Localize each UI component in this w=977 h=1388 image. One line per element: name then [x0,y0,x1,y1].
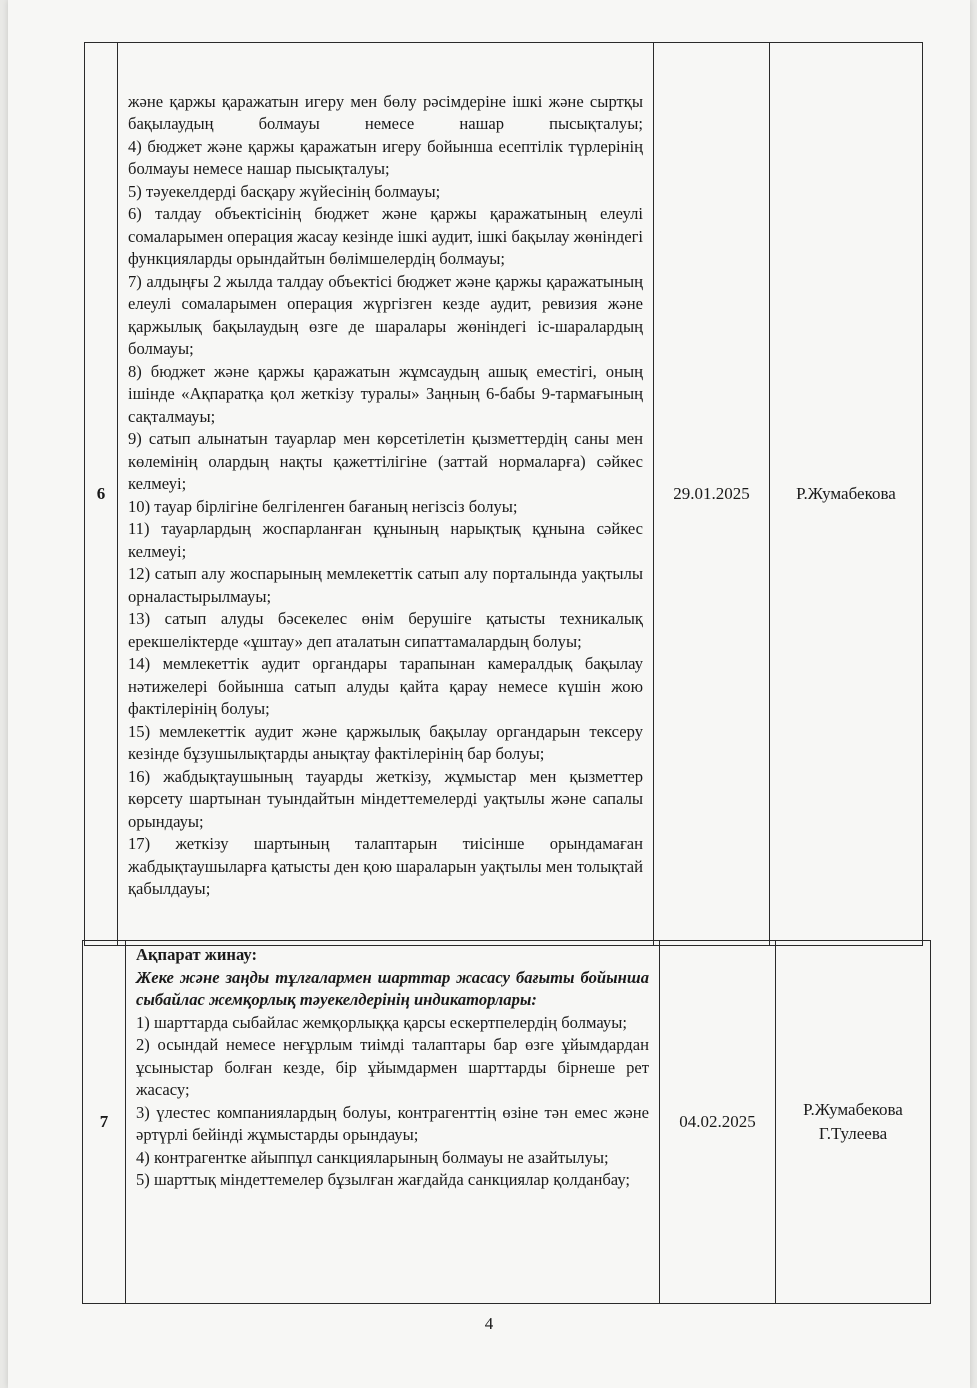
paragraph: 1) шарттарда сыбайлас жемқорлыққа қарсы ескертпелердің болмауы; [136,1012,627,1032]
paragraph: 7) алдыңғы 2 жылда талдау объектісі бюджет және қаржы қаражатының елеулі сомаларымен операция жүргізген кезде аудит, ревизия және қаржылық бақылаудың өзге де шаралары жөніндегі іс-шаралардың болмауы; [128,271,643,358]
row-number: 7 [83,941,126,1304]
paragraph: 2) осындай немесе неғұрлым тиімді талаптары бар өзге ұйымдардан ұсыныстар болған кезде, бір ұйымдармен шарттарды бірнеше рет жасасу; [136,1035,649,1099]
table-row [85,43,923,946]
paragraph: 3) үлестес компаниялардың болуы, контрагенттің өзіне тән емес және әртүрлі бейінді жұмыстарды орындауы; [136,1102,649,1144]
responsible-cell [770,43,923,946]
paragraph-list [126,941,659,1192]
responsible-person: Г.Тулеева [818,1124,888,1143]
description-cell [118,43,654,946]
description-cell [126,941,660,1304]
deadline-date: 29.01.2025 [654,43,770,946]
responsible-cell [776,941,931,1304]
page-number: 4 [484,1314,494,1333]
paragraph: 5) тәуекелдерді басқару жүйесінің болмауы; [128,181,441,201]
paragraph: 9) сатып алынатын тауарлар мен көрсетілетін қызметтердің саны мен көлемінің олардың нақты қажеттілігіне (заттай нормаларға) сәйкес келмеуі; [128,429,643,493]
paragraph: 12) сатып алу жоспарының мемлекеттік сатып алу порталында уақтылы орналастырылмауы; [128,564,643,606]
paragraph: 8) бюджет және қаржы қаражатын жұмсаудың ашық еместігі, оның ішінде «Ақпаратқа қол жеткізу туралы» Заңның 6-бабы 9-тармағының сақталмауы; [128,361,643,426]
document-page [8,0,970,1388]
paragraph: 4) контрагентке айыппұл санкцияларының болмауы не азайтылуы; [136,1147,609,1167]
paragraph: және қаржы қаражатын игеру мен бөлу рәсімдеріне ішкі және сыртқы бақылаудың болмауы немесе нашар пысықталуы; [128,91,643,133]
paragraph: 17) жеткізу шартының талаптарын тиісінше орындамаған жабдықтаушыларға қатысты ден қою шараларын уақтылы мен толықтай қабылдауы; [128,834,643,898]
responsible-person: Р.Жумабекова [803,1100,903,1119]
plan-table-row-6 [84,42,923,946]
section-heading: Ақпарат жинау: [136,945,258,964]
paragraph: 6) талдау объектісінің бюджет және қаржы қаражатының елеулі сомаларымен операция жасау кезінде ішкі аудит, ішкі бақылау жөніндегі функцияларды орындайтын бөлімшелердің болмауы; [128,204,643,268]
paragraph: 4) бюджет және қаржы қаражатын игеру бойынша есептілік түрлерінің болмауы немесе нашар пысықталуы; [128,136,643,178]
deadline-date: 04.02.2025 [660,941,776,1304]
section-subheading: Жеке және заңды тұлғалармен шарттар жасасу бағыты бойынша сыбайлас жемқорлық тәуекелдерінің индикаторлары: [136,967,649,1009]
table-row [83,941,931,1304]
paragraph: 14) мемлекеттік аудит органдары тарапынан камералдық бақылау нәтижелері бойынша сатып алуды қайта қарау немесе күшін жою фактілерінің болуы; [128,654,643,718]
responsible-person: Р.Жумабекова [796,484,896,503]
paragraph: 11) тауарлардың жоспарланған құнының нарықтық құнына сәйкес келмеуі; [128,519,643,561]
paragraph-list [118,88,653,901]
paragraph: 15) мемлекеттік аудит және қаржылық бақылау органдарын тексеру кезінде бұзушылықтарды анықтау фактілерінің бар болуы; [128,721,643,763]
paragraph: 13) сатып алуды бәсекелес өнім берушіге қатысты техникалық ерекшеліктерде «ұштау» деп аталатын сипаттамалардың болуы; [128,609,643,651]
plan-table-row-7 [82,940,931,1304]
paragraph: 10) тауар бірлігіне белгіленген бағаның негізсіз болуы; [128,496,518,516]
paragraph: 16) жабдықтаушының тауарды жеткізу, жұмыстар мен қызметтер көрсету шартынан туындайтын міндеттемелерді уақтылы және сапалы орындауы; [128,766,643,831]
paragraph: 5) шарттық міндеттемелер бұзылған жағдайда санкциялар қолданбау; [136,1170,631,1189]
row-number: 6 [85,43,118,946]
